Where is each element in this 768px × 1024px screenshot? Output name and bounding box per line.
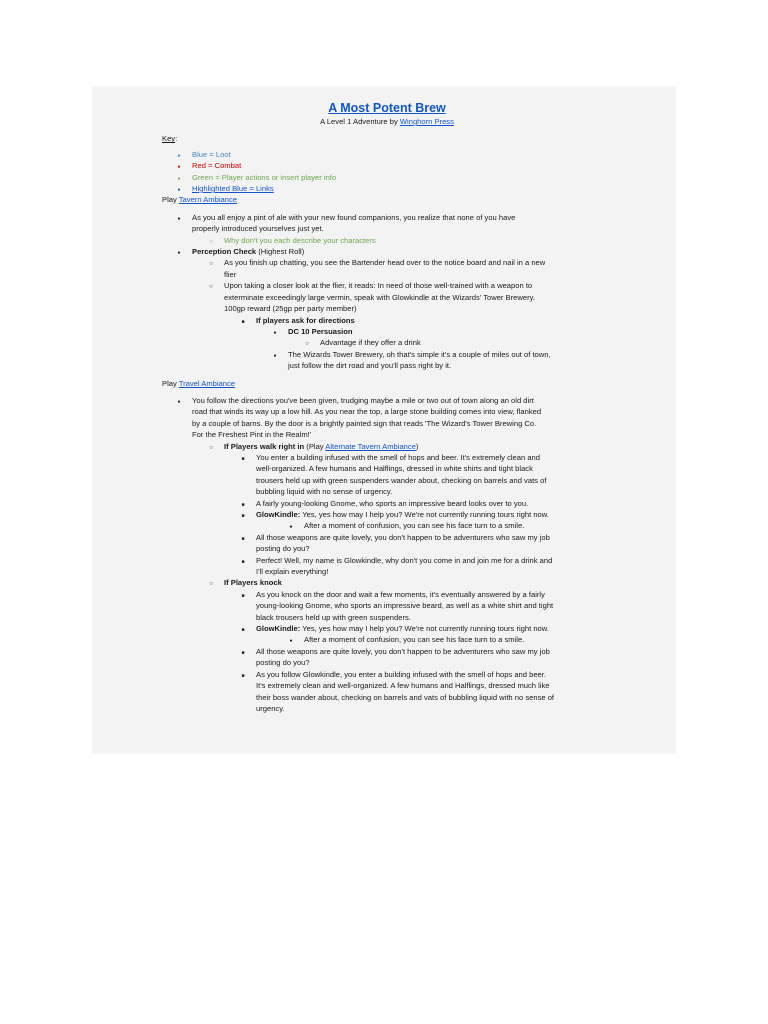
list-item-brewery [162,349,612,372]
paragraph-line: exterminate exceedingly large vermin, speak with Glowkindle at the Wizards' Tower Brewery. [224,292,535,302]
key-heading [162,133,612,144]
square-bullet-icon [238,452,248,465]
paragraph-line: If players ask for directions [256,315,355,325]
list-item-advantage [162,337,612,348]
bullet-icon [174,183,184,196]
walk-label: If Players walk right in [224,441,305,451]
list-item-glowkindle [162,509,612,520]
paragraph-line: Advantage if they offer a drink [320,338,421,348]
paragraph-line: Yes, yes how may I help you? We're not currently running tours right now. [300,624,549,634]
paragraph-line: their boss wander about, checking on barrels and vats of bubbling liquid with no sense of [256,692,555,702]
speaker-label: GlowKindle: [256,624,301,634]
key-item-loot [162,149,612,160]
paragraph-line: Why don't you each describe your characters [224,235,376,245]
key-item-player [162,172,612,183]
paragraph-line: As you all enjoy a pint of ale with your new found companions, you realize that none of you have [192,212,516,222]
list-item-perception [162,246,612,257]
section2-list [162,395,612,714]
document-content [162,100,612,714]
paragraph-line: DC 10 Persuasion [288,326,353,336]
paragraph-line: As you finish up chatting, you see the Bartender head over to the notice board and nail in a new [224,258,546,268]
list-item-describe [162,235,612,246]
publisher-link[interactable]: Winghorn Press [399,117,454,126]
list-item-follow-glowkindle [162,669,612,715]
document-page [92,86,676,754]
key-item-label[interactable]: Highlighted Blue = Links [192,184,274,194]
list-item-weapons [162,532,612,555]
paragraph-line: You follow the directions you've been given, trudging maybe a mile or two out of town along an old dirt [192,395,534,405]
paragraph-line: 100gp reward (25gp per party member) [224,304,357,314]
key-item-label: Blue = Loot [192,149,231,159]
paragraph-line: Upon taking a closer look at the flier, it reads: In need of those well-trained with a weapon to [224,281,533,291]
list-item-confusion-2 [162,634,612,645]
paragraph-line: black trousers held up with green suspenders. [256,612,411,622]
document-subtitle [162,116,612,127]
paragraph-line: All those weapons are quite lovely, you don't happen to be adventurers who saw my job [256,646,550,656]
paragraph-line: well-organized. A few humans and Halflings, dressed in white shirts and tight black [256,464,533,474]
paragraph-line: Yes, yes how may I help you? We're not currently running tours right now. [300,510,549,519]
key-label: Key [162,134,176,144]
paragraph-line: bubbling liquid with no sense of urgency. [256,487,393,497]
speaker-label: GlowKindle: [256,510,301,519]
paragraph-line: For the Freshest Pint in the Realm!' [192,430,312,440]
paragraph-line: A fairly young-looking Gnome, who sports an impressive beard looks over to you. [256,498,529,508]
paragraph-line: As you follow Glowkindle, you enter a building infused with the smell of hops and beer. [256,669,546,679]
play-tavern-line [162,194,612,205]
list-item-finish [162,257,612,280]
list-item-gnome [162,498,612,509]
list-item-knock [162,577,612,588]
key-colon: : [175,134,178,144]
paragraph-line: You enter a building infused with the smell of hops and beer. It's extremely clean and [256,452,541,462]
paragraph-line: young-looking Gnome, who sports an impressive beard, as well as a white shirt and tight [256,601,554,611]
knock-label: If Players knock [224,578,282,588]
paragraph-line: properly introduced yourselves just yet. [192,224,324,234]
section1-list [162,212,612,372]
key-item-label: Green = Player actions or insert player info [192,172,337,182]
list-item-glowkindle-2 [162,623,612,634]
key-list [162,149,612,195]
subtitle-text: A Level 1 Adventure by [320,117,400,126]
bullet-icon [270,349,280,362]
circle-bullet-icon [206,280,216,293]
paragraph-line: The Wizards Tower Brewery, oh that's simple it's a couple of miles out of town, [288,349,551,359]
paragraph-line: posting do you? [256,544,310,554]
square-bullet-icon [238,646,248,659]
list-item-confusion [162,520,612,531]
paragraph-line: flier [224,269,237,279]
key-item-label: Red = Combat [192,161,242,171]
tavern-ambiance-link[interactable]: Tavern Ambiance [178,195,237,205]
list-item-directions [162,315,612,326]
paragraph-line: urgency. [256,703,285,713]
list-item-enter [162,452,612,498]
paragraph-line: After a moment of confusion, you can see his face turn to a smile. [304,635,525,645]
list-item-intro [162,212,612,235]
paragraph-line: posting do you? [256,658,310,668]
square-bullet-icon [238,532,248,545]
square-bullet-icon [238,555,248,568]
paragraph-line: road that winds its way up a low hill. As you near the top, a large stone building comes into view, flanked [192,407,542,417]
key-item-links [162,183,612,194]
paragraph-line: All those weapons are quite lovely, you don't happen to be adventurers who saw my job [256,532,550,542]
list-item-flier [162,280,612,314]
key-item-combat [162,160,612,171]
list-item-knock-door [162,589,612,623]
list-item-follow [162,395,612,441]
perception-label: Perception Check [192,247,257,257]
list-item-weapons-2 [162,646,612,669]
bullet-icon [174,212,184,225]
walk-paren: (Play [304,441,326,451]
document-title[interactable]: A Most Potent Brew [328,101,446,115]
perception-detail: (Highest Roll) [256,247,305,257]
paragraph-line: just follow the dirt road and you'll pass right by it. [288,361,452,371]
paragraph-line: It's extremely clean and well-organized. A few humans and Halflings, dressed much like [256,681,550,691]
walk-paren: ) [415,441,419,451]
play-label: Play [162,378,179,388]
bullet-icon [174,395,184,408]
paragraph-line: Perfect! Well, my name is Glowkindle, why don't you come in and join me for a drink and [256,555,553,565]
circle-bullet-icon [206,257,216,270]
paragraph-line: trousers held up with green suspenders wander about, checking on barrels and vats of [256,475,547,485]
play-label: Play [162,195,179,205]
square-bullet-icon [238,669,248,682]
play-travel-line [162,378,612,389]
list-item-walk-in [162,441,612,452]
paragraph-line: As you knock on the door and wait a few moments, it's eventually answered by a fairly [256,589,545,599]
paragraph-line: After a moment of confusion, you can see his face turn to a smile. [304,521,525,531]
list-item-perfect [162,555,612,578]
paragraph-line: I'll explain everything! [256,567,329,577]
square-bullet-icon [238,589,248,602]
list-item-dc10 [162,326,612,337]
alternate-tavern-link[interactable]: Alternate Tavern Ambiance [325,441,416,451]
travel-ambiance-link[interactable]: Travel Ambiance [178,378,236,388]
paragraph-line: by a couple of barns. By the door is a brightly painted sign that reads 'The Wizard's Tower Brewing Co. [192,418,537,428]
